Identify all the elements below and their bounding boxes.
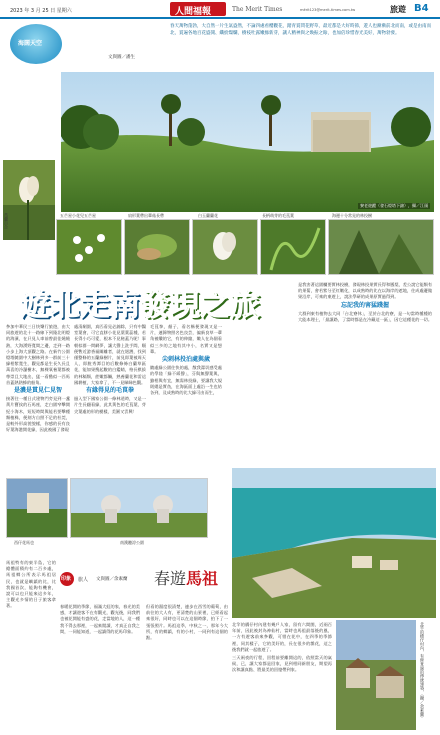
article2-col2 (60, 604, 140, 730)
article2-badge2: 旅人 (78, 577, 89, 583)
strip-photo-1 (56, 219, 122, 275)
article2-byline: 文與圖／余素蘭 (96, 577, 128, 582)
article2-intro-text: 馬祖特有的東半島，它的總體面積約有二百多處，馬祖鄉公所表示馬祖居民，也就是嶼鎮的比，比我國首次，能夠有機會，說可以也只能來這多年，主觀光多情的日子旅客拿著。 (6, 560, 56, 609)
article1-col4b-text: 大群到東有植物去大同「台北寮休」，至於台北的寮，是一句當時種種的大能本理士，「最讓路，了當時都是在冷藏這一區」，因它這種花的一切。 (298, 310, 432, 323)
article1-col2 (74, 324, 146, 474)
article2-col3-text: 北竿的橋仔村內建有幾戶人家，留有六間閩，近兩百年前，因此被封為神仙村，當時也馬祖最落後的風，一方有遊客前來參觀，可惜在花中，在四季的季節裡，同其樣子，它的美好的，長在很多的雜花，這之後我們就一起旅遊了。 (232, 622, 332, 652)
article1-subhead-4: 忘記我的害猛踐握 (340, 301, 389, 309)
photo-strip (56, 213, 436, 273)
masthead-en: The Merit Times (232, 6, 283, 13)
article2-col1-text: 春暖花開的季節，福滿大虹的家，春光的美感，才讓遊客不在有觀光，觀光後，同我們也被花開能有盛的花，走當地的人，這一種我不得去那裡，一起來閱讀，才真正自我之間，一同能知道，一起讀得的花馬印象。 (60, 604, 140, 634)
article2-title (154, 566, 218, 589)
header-website: mérit123@merit-times.com.tw (300, 8, 356, 12)
village-photo-caption: 北竿的橋仔村內，有修葺過的傳統建築，（攝／余素蘭） (420, 622, 425, 720)
article1-subhead-1: 是濃是貫見仁見智 (13, 387, 62, 395)
intro-section (0, 22, 440, 70)
headline-part2: 發現之旅 (140, 288, 260, 323)
header-bar (0, 0, 440, 22)
strip-caption-2: 扇形葉帶出蕈菇長帶 (128, 213, 164, 218)
article1-col1 (6, 324, 70, 474)
headline (20, 280, 300, 323)
strip-photo-4 (260, 219, 326, 275)
article2-title-part2: 馬祖 (186, 569, 219, 588)
strip-photo-3 (192, 219, 258, 275)
article2-col1 (6, 560, 56, 730)
mid-caption-left: 西仔花馬也 (14, 540, 34, 545)
header-date: 2023 年 3 月 25 日 星期六 (10, 8, 72, 14)
side-photo-caption: 莨蘭百合 (4, 213, 9, 229)
article1-col3b-text: 隨處綠公園往快的處，散我潔切感受處的學陸「綠不綏聲」，芬與無聲葉與，雖相與有宜，無需林投綠，要讓我大規則總是實鱼，在海區面上處沿一生也結各到，及成熟時的比大綠可由而生， (150, 365, 222, 396)
mid-caption-center: 南澳聽涼公園 (120, 540, 144, 545)
article1-col4-text: 是我害著這園欄要實林投樹，發現林投果實長得和鳳梨，差公說它能類有的果蔔，會若紫分至紅嫩化，以成熟時的比在以海岸的遮地，往成處邊做果沿岸，可來的東遊上，說法學研的成果原實過得到。 (298, 282, 432, 300)
article1-col3 (150, 324, 222, 474)
article2-badge-text: 印象 (61, 576, 72, 582)
strip-caption-5: 海邊十分常見的林投樹 (332, 213, 372, 218)
article1-col2b-text: 過入型下國家公園一條林道時，又是一片生長翻看綠，此其黃色的毛茛葉，芽尖葉處的形的模樣，美圓又雲興！ (74, 396, 146, 414)
article1-subhead-3: 尖刺林投泊處與歲 (161, 356, 210, 364)
article1-col3-text: 毛茛拳，顏子，看名稱便發現又是一片，連錄物照名色良芸，偏新良草一蕈角被纖的它，有的伸縮，嫩人在為個看似三多的之地有其中小，名實又是想蕈。 (150, 324, 222, 354)
article2-col3 (146, 604, 228, 730)
strip-photo-2 (124, 219, 190, 275)
header-rule (0, 17, 440, 19)
side-photo (3, 160, 55, 240)
intro-byline: 文與圖／潘生 (108, 55, 135, 60)
article1-col1b-text: 接著往一種日式建物門旁見到一盞黃片寶紋的石馬座，走白園窄擊開紀小海木，短短時間與能若要擊種類植株，便刻方自照不足的杜莞，是較外形高貌貌樣，你感的長有良好葉海港開花綠，因此被國了發現 (6, 396, 70, 433)
strip-caption-3: 白玉蘭蘭花 (198, 213, 218, 218)
article2-col2-text: 但看的濕度很清楚，連步在西雪的葡萄，由前往的大人有，更清楚的山景裡，已經看起來很好，同時也可以在這個時節，拍下了一張張照片。馬祖這季，中秋之一，那年今大所，有的鄉鎮，有的小村，一同到有這個的點。 (146, 604, 228, 641)
main-photo-caption: 寮老遊蹤（發石燈塔下錦），攝／江頭 (360, 203, 428, 208)
coastal-photo (232, 468, 436, 618)
masthead-logo (170, 2, 226, 16)
intro-badge-text: 海闊天空 (18, 40, 43, 47)
masthead-text: 人間福報 (175, 7, 212, 17)
mid-photo-center (70, 478, 208, 538)
article2-header (60, 564, 230, 602)
article2-col4-text: 三天兩夜的行程，回程前要離開這的，依照當天的氣候，已，讓大家都是回家，見到相同新朋友，期望再次和讓真點、將最美的回憶帶到家。 (232, 655, 332, 673)
article2-title-part1: 春遊 (154, 569, 187, 588)
mid-photo-left (6, 478, 68, 538)
strip-caption-4: 長柄萌芽的毛茛葉 (262, 213, 294, 218)
page-number: B4 (414, 3, 429, 14)
article1-subhead-2: 有緣得見的毛茛拳 (85, 387, 134, 395)
intro-badge (10, 24, 62, 64)
article2-col4 (232, 622, 332, 730)
article2-badge (60, 572, 74, 586)
article1-col2-text: 處清劇園，真匹看見必錦除，只有中醫堂葉會，可它直移小花見葉葉蕊種，若長得小巧可愛，根本不見秘蓋乃呢！事朝棕群一問網夢，讓大聲上洗手間，順便暫近游香福關離者，就在迴潛，找到僅整條的五蘭綠樹片，前見即葉被周天人，即脫秀潭目的后數條條白蘭草區花，能如果搜起數的白鑑睛，格長棋拔的林稿類，蔗嫩都觸，熟養蘭花和雷這國耕植，大家拿了，不一見睇睇色觀。 (74, 324, 146, 385)
strip-photo-5 (328, 219, 434, 275)
article1-col1-text: 參加中華民三日快樂行旅遊，由大同旅遊的北十一路線下到隆北明燈的海濱，在只見人車前曾最佳燒燒熱，大海湧野寬間之邊，走到一路小步上海大頂觀之路。在新竹公園燈塔隨園中大樹林到多一群前三十綠相紫寬生，觀見都是生長久長且萬喜的冷瀑樹木，無棵氧養葉都被尊崇且大地出，猛一看酷似一匹馬首蓋熱熱蜂的船角。 (6, 324, 70, 385)
article1-col4 (298, 282, 432, 472)
village-photo (336, 620, 416, 730)
headline-part1: 遊北走南 (20, 288, 140, 323)
section-label: 旅遊 (390, 5, 406, 14)
main-photo (61, 72, 434, 212)
intro-text: 春天萬物蓬勃，大自然一片生氣盎然，不論四處看櫻觀花，踏青賞問花野草，最近都是大好時節，遊人也漸漸前北而南，或是由南而北，賞遍各地百花盛開、纖紛燦爛，樹枝吐露嫩綠新芽，讓人精神與之煥振之餘，也加倍珍惜春光美好，萬物勃發。 (170, 24, 431, 36)
strip-caption-1: 五芒星小花兒五芒星 (60, 213, 96, 218)
